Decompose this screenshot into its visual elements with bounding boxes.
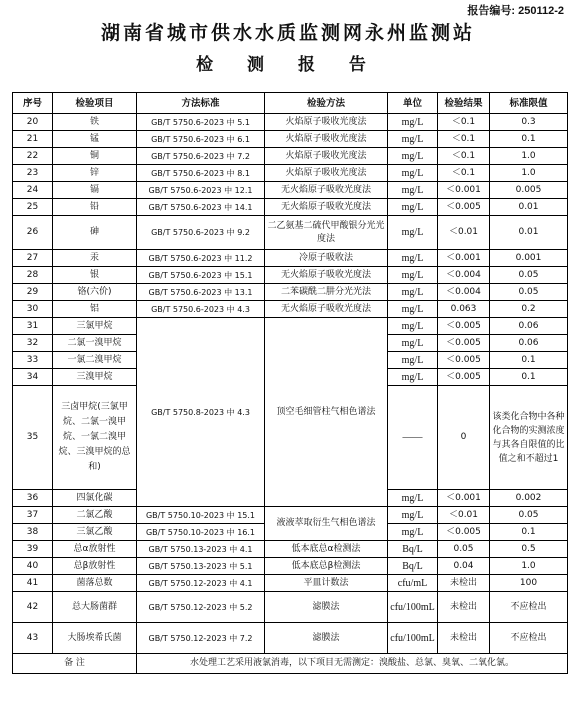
cell-standard: GB/T 5750.10-2023 中 15.1 xyxy=(137,507,265,524)
cell-no: 39 xyxy=(13,541,53,558)
cell-item: 铬(六价) xyxy=(53,284,137,301)
cell-item: 三卤甲烷(三氯甲烷、二氯一溴甲烷、一氯二溴甲烷、三溴甲烷的总和) xyxy=(53,386,137,490)
cell-unit: cfu/100mL xyxy=(388,592,438,623)
cell-item: 锌 xyxy=(53,165,137,182)
cell-method: 火焰原子吸收光度法 xyxy=(265,131,388,148)
cell-limit: 0.1 xyxy=(490,369,568,386)
cell-method-merged: 顶空毛细管柱气相色谱法 xyxy=(265,318,388,507)
table-row xyxy=(13,284,568,301)
cell-standard: GB/T 5750.13-2023 中 5.1 xyxy=(137,558,265,575)
cell-no: 38 xyxy=(13,524,53,541)
cell-no: 25 xyxy=(13,199,53,216)
cell-item: 锰 xyxy=(53,131,137,148)
cell-standard: GB/T 5750.12-2023 中 4.1 xyxy=(137,575,265,592)
cell-no: 24 xyxy=(13,182,53,199)
cell-unit: mg/L xyxy=(388,131,438,148)
cell-unit: mg/L xyxy=(388,352,438,369)
cell-item: 一氯二溴甲烷 xyxy=(53,352,137,369)
table-row xyxy=(13,507,568,524)
cell-result: 未检出 xyxy=(438,575,490,592)
cell-item: 大肠埃希氏菌 xyxy=(53,623,137,654)
cell-result: ＜0.004 xyxy=(438,267,490,284)
col-header: 检验结果 xyxy=(438,93,490,114)
cell-standard: GB/T 5750.6-2023 中 8.1 xyxy=(137,165,265,182)
cell-limit: 0.005 xyxy=(490,182,568,199)
table-row xyxy=(13,318,568,335)
cell-result: ＜0.001 xyxy=(438,250,490,267)
cell-standard: GB/T 5750.6-2023 中 9.2 xyxy=(137,216,265,250)
cell-limit: 0.06 xyxy=(490,318,568,335)
cell-standard: GB/T 5750.6-2023 中 6.1 xyxy=(137,131,265,148)
cell-limit: 0.002 xyxy=(490,490,568,507)
cell-item: 铜 xyxy=(53,148,137,165)
cell-unit: mg/L xyxy=(388,250,438,267)
cell-unit: cfu/mL xyxy=(388,575,438,592)
header-row xyxy=(13,93,568,114)
cell-standard: GB/T 5750.6-2023 中 12.1 xyxy=(137,182,265,199)
cell-result: ＜0.005 xyxy=(438,199,490,216)
remark-row xyxy=(13,654,568,674)
cell-method: 低本底总α检测法 xyxy=(265,541,388,558)
cell-limit: 0.2 xyxy=(490,301,568,318)
cell-item: 总α放射性 xyxy=(53,541,137,558)
cell-standard: GB/T 5750.6-2023 中 14.1 xyxy=(137,199,265,216)
cell-method: 低本底总β检测法 xyxy=(265,558,388,575)
cell-method: 滤膜法 xyxy=(265,623,388,654)
cell-no: 26 xyxy=(13,216,53,250)
cell-result: ＜0.01 xyxy=(438,216,490,250)
cell-unit: mg/L xyxy=(388,114,438,131)
cell-no: 35 xyxy=(13,386,53,490)
cell-item: 银 xyxy=(53,267,137,284)
cell-limit: 0.05 xyxy=(490,284,568,301)
table-row xyxy=(13,165,568,182)
cell-method: 火焰原子吸收光度法 xyxy=(265,114,388,131)
cell-no: 23 xyxy=(13,165,53,182)
cell-item: 二氯乙酸 xyxy=(53,507,137,524)
cell-result: 0.063 xyxy=(438,301,490,318)
cell-unit: Bq/L xyxy=(388,541,438,558)
report-title: 湖南省城市供水水质监测网永州监测站 xyxy=(100,22,475,44)
cell-result: 未检出 xyxy=(438,592,490,623)
cell-result: ＜0.005 xyxy=(438,524,490,541)
cell-no: 29 xyxy=(13,284,53,301)
cell-item: 铝 xyxy=(53,301,137,318)
cell-limit: 0.3 xyxy=(490,114,568,131)
cell-method: 无火焰原子吸收光度法 xyxy=(265,267,388,284)
cell-method: 无火焰原子吸收光度法 xyxy=(265,199,388,216)
cell-limit: 100 xyxy=(490,575,568,592)
table-row xyxy=(13,148,568,165)
cell-result: ＜0.004 xyxy=(438,284,490,301)
cell-method: 平皿计数法 xyxy=(265,575,388,592)
cell-limit: 0.01 xyxy=(490,216,568,250)
cell-standard: GB/T 5750.10-2023 中 16.1 xyxy=(137,524,265,541)
cell-item: 汞 xyxy=(53,250,137,267)
cell-method: 无火焰原子吸收光度法 xyxy=(265,182,388,199)
cell-unit: mg/L xyxy=(388,524,438,541)
cell-method: 二乙氨基二硫代甲酸银分光光度法 xyxy=(265,216,388,250)
cell-result: ＜0.1 xyxy=(438,131,490,148)
cell-standard-merged: GB/T 5750.8-2023 中 4.3 xyxy=(137,318,265,507)
cell-result: ＜0.1 xyxy=(438,114,490,131)
cell-result: 未检出 xyxy=(438,623,490,654)
cell-item: 三溴甲烷 xyxy=(53,369,137,386)
table-row xyxy=(13,623,568,654)
cell-limit: 0.05 xyxy=(490,267,568,284)
cell-unit: mg/L xyxy=(388,199,438,216)
cell-item: 砷 xyxy=(53,216,137,250)
cell-item: 三氯甲烷 xyxy=(53,318,137,335)
cell-standard: GB/T 5750.13-2023 中 4.1 xyxy=(137,541,265,558)
cell-no: 36 xyxy=(13,490,53,507)
cell-item: 铅 xyxy=(53,199,137,216)
cell-result: ＜0.005 xyxy=(438,335,490,352)
cell-item: 镉 xyxy=(53,182,137,199)
cell-method: 冷原子吸收法 xyxy=(265,250,388,267)
col-header: 检验项目 xyxy=(53,93,137,114)
cell-unit: mg/L xyxy=(388,267,438,284)
cell-unit: mg/L xyxy=(388,369,438,386)
report-subtitle: 检 测 报 告 xyxy=(196,55,380,75)
table-row xyxy=(13,301,568,318)
cell-limit: 0.001 xyxy=(490,250,568,267)
table-row xyxy=(13,575,568,592)
col-header: 方法标准 xyxy=(137,93,265,114)
col-header: 单位 xyxy=(388,93,438,114)
cell-method: 火焰原子吸收光度法 xyxy=(265,148,388,165)
cell-no: 41 xyxy=(13,575,53,592)
cell-unit: —— xyxy=(388,386,438,490)
cell-standard: GB/T 5750.6-2023 中 4.3 xyxy=(137,301,265,318)
table-row xyxy=(13,114,568,131)
cell-unit: mg/L xyxy=(388,507,438,524)
cell-no: 28 xyxy=(13,267,53,284)
remark-text: 水处理工艺采用液氯消毒，以下项目无需测定：溴酸盐、总氯、臭氧、二氧化氯。 xyxy=(137,654,568,674)
cell-no: 37 xyxy=(13,507,53,524)
cell-limit: 1.0 xyxy=(490,148,568,165)
table-row xyxy=(13,216,568,250)
cell-no: 34 xyxy=(13,369,53,386)
cell-unit: mg/L xyxy=(388,335,438,352)
cell-unit: mg/L xyxy=(388,318,438,335)
cell-unit: cfu/100mL xyxy=(388,623,438,654)
cell-limit: 不应检出 xyxy=(490,623,568,654)
cell-result: ＜0.005 xyxy=(438,369,490,386)
cell-no: 30 xyxy=(13,301,53,318)
col-header: 序号 xyxy=(13,93,53,114)
cell-limit: 0.5 xyxy=(490,541,568,558)
table-row xyxy=(13,592,568,623)
cell-item: 菌落总数 xyxy=(53,575,137,592)
cell-unit: Bq/L xyxy=(388,558,438,575)
cell-result: ＜0.005 xyxy=(438,318,490,335)
cell-result: ＜0.01 xyxy=(438,507,490,524)
cell-standard: GB/T 5750.6-2023 中 13.1 xyxy=(137,284,265,301)
table-row xyxy=(13,558,568,575)
results-table xyxy=(12,92,568,674)
cell-standard: GB/T 5750.12-2023 中 5.2 xyxy=(137,592,265,623)
cell-method-merged: 液液萃取衍生气相色谱法 xyxy=(265,507,388,541)
cell-limit: 该类化合物中各种化合物的实测浓度与其各自限值的比值之和不超过1 xyxy=(490,386,568,490)
cell-no: 42 xyxy=(13,592,53,623)
cell-unit: mg/L xyxy=(388,216,438,250)
cell-method: 二苯碳酰二肼分光光法 xyxy=(265,284,388,301)
cell-result: 0.05 xyxy=(438,541,490,558)
cell-item: 二氯一溴甲烷 xyxy=(53,335,137,352)
cell-unit: mg/L xyxy=(388,182,438,199)
cell-method: 滤膜法 xyxy=(265,592,388,623)
cell-limit: 1.0 xyxy=(490,558,568,575)
cell-unit: mg/L xyxy=(388,148,438,165)
cell-result: 0.04 xyxy=(438,558,490,575)
cell-limit: 0.1 xyxy=(490,352,568,369)
cell-method: 无火焰原子吸收光度法 xyxy=(265,301,388,318)
cell-result: 0 xyxy=(438,386,490,490)
cell-result: ＜0.1 xyxy=(438,148,490,165)
table-row xyxy=(13,131,568,148)
table-row xyxy=(13,199,568,216)
cell-item: 总β放射性 xyxy=(53,558,137,575)
report-number: 报告编号: 250112-2 xyxy=(467,5,564,17)
cell-item: 总大肠菌群 xyxy=(53,592,137,623)
cell-limit: 0.1 xyxy=(490,131,568,148)
cell-no: 21 xyxy=(13,131,53,148)
cell-unit: mg/L xyxy=(388,301,438,318)
cell-item: 铁 xyxy=(53,114,137,131)
table-row xyxy=(13,182,568,199)
cell-no: 33 xyxy=(13,352,53,369)
cell-method: 火焰原子吸收光度法 xyxy=(265,165,388,182)
cell-limit: 不应检出 xyxy=(490,592,568,623)
cell-standard: GB/T 5750.6-2023 中 11.2 xyxy=(137,250,265,267)
cell-no: 27 xyxy=(13,250,53,267)
cell-no: 43 xyxy=(13,623,53,654)
table-row xyxy=(13,267,568,284)
table-row xyxy=(13,541,568,558)
cell-item: 四氯化碳 xyxy=(53,490,137,507)
cell-limit: 0.06 xyxy=(490,335,568,352)
cell-unit: mg/L xyxy=(388,165,438,182)
cell-result: ＜0.001 xyxy=(438,490,490,507)
cell-result: ＜0.1 xyxy=(438,165,490,182)
cell-unit: mg/L xyxy=(388,490,438,507)
cell-limit: 0.01 xyxy=(490,199,568,216)
cell-no: 22 xyxy=(13,148,53,165)
cell-standard: GB/T 5750.6-2023 中 7.2 xyxy=(137,148,265,165)
cell-standard: GB/T 5750.12-2023 中 7.2 xyxy=(137,623,265,654)
cell-no: 31 xyxy=(13,318,53,335)
cell-no: 40 xyxy=(13,558,53,575)
cell-standard: GB/T 5750.6-2023 中 15.1 xyxy=(137,267,265,284)
cell-unit: mg/L xyxy=(388,284,438,301)
col-header: 标准限值 xyxy=(490,93,568,114)
cell-limit: 0.1 xyxy=(490,524,568,541)
cell-no: 20 xyxy=(13,114,53,131)
cell-result: ＜0.001 xyxy=(438,182,490,199)
cell-item: 三氯乙酸 xyxy=(53,524,137,541)
col-header: 检验方法 xyxy=(265,93,388,114)
cell-no: 32 xyxy=(13,335,53,352)
cell-result: ＜0.005 xyxy=(438,352,490,369)
cell-limit: 0.05 xyxy=(490,507,568,524)
remark-label: 备 注 xyxy=(13,654,137,674)
cell-standard: GB/T 5750.6-2023 中 5.1 xyxy=(137,114,265,131)
table-row xyxy=(13,250,568,267)
cell-limit: 1.0 xyxy=(490,165,568,182)
